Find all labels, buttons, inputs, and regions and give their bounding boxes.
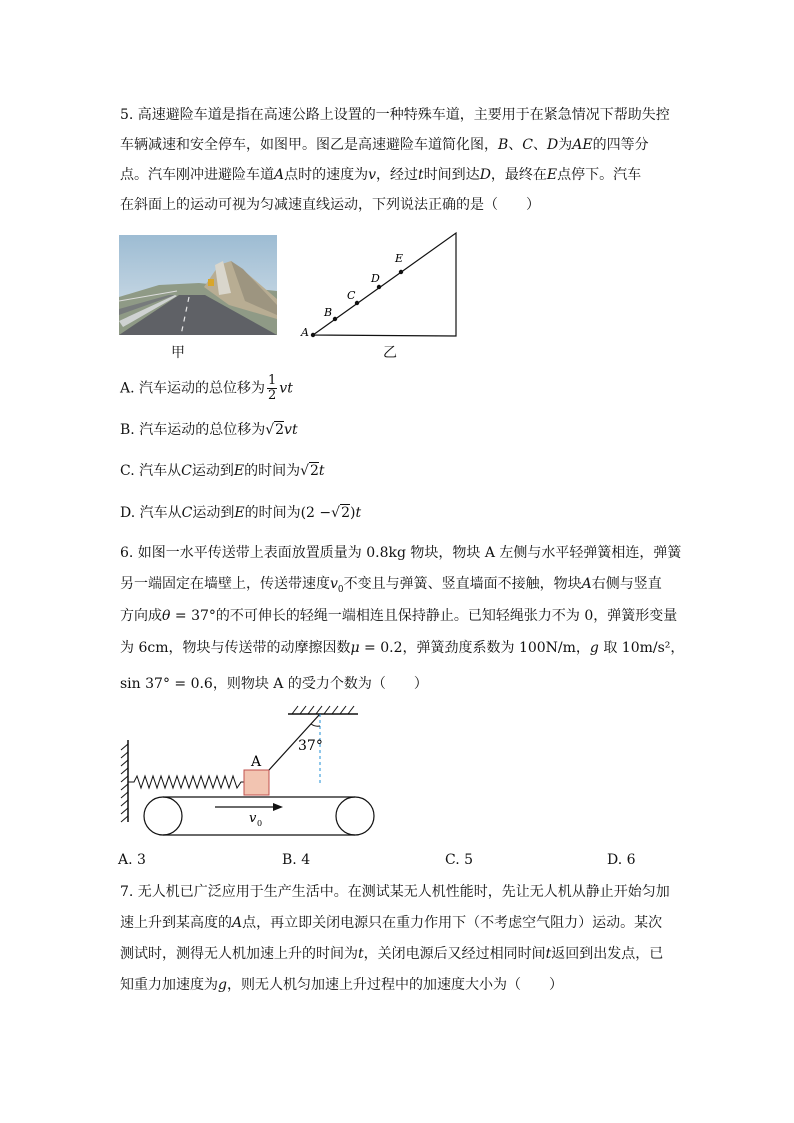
q5-option-d[interactable]: D. 汽车从C运动到E的时间为(2 −√2)t [120,505,362,521]
highway-photo [119,235,277,335]
figure-caption-left: 甲 [171,345,185,361]
q7-line4: 知重力加速度为g，则无人机匀加速上升过程中的加速度大小为（ ） [120,977,563,993]
point-label-c: C [347,289,356,302]
q6-option-d[interactable]: D. 6 [607,852,636,868]
ramp-diagram [298,228,463,343]
q7-line1: 7. 无人机已广泛应用于生产生活中。在测试某无人机性能时，先让无人机从静止开始匀加 [120,884,670,900]
q6-option-b[interactable]: B. 4 [282,852,311,868]
conveyor-diagram [118,700,388,840]
angle-label: 37° [298,738,323,754]
q7-line2: 速上升到某高度的A点，再立即关闭电源只在重力作用下（不考虑空气阻力）运动。某次 [120,915,663,931]
block-label: A [251,754,262,770]
velocity-label: v [249,811,257,826]
point-label-d: D [371,272,380,285]
q5-line3: 点。汽车刚冲进避险车道A点时的速度为v，经过t时间到达D，最终在E点停下。汽车 [120,167,642,183]
velocity-subscript: 0 [257,819,263,828]
q6-line3: 方向成θ = 37°的不可伸长的轻绳一端相连且保持静止。已知轻绳张力不为 0，弹簧形变量 [120,608,678,624]
q5-line1: 5. 高速避险车道是指在高速公路上设置的一种特殊车道，主要用于在紧急情况下帮助失控 [120,107,670,123]
point-label-b: B [324,306,333,319]
q5-line4: 在斜面上的运动可视为匀减速直线运动，下列说法正确的是（ ） [120,197,540,213]
point-label-a: A [301,326,309,339]
q5-option-c[interactable]: C. 汽车从C运动到E的时间为√2t [120,463,325,479]
q5-option-a[interactable]: A. 汽车运动的总位移为 $\frac{1}{2}$ vt [120,373,293,403]
q5-option-b[interactable]: B. 汽车运动的总位移为√2vt [120,422,298,438]
figure-caption-right: 乙 [383,345,397,361]
q6-line4: 为 6cm，物块与传送带的动摩擦因数μ = 0.2，弹簧劲度系数为 100N/m，g 取 10m/s²， [120,640,685,656]
q6-line2: 另一端固定在墙壁上，传送带速度$v_0$不变且与弹簧、竖直墙面不接触，物块A右侧与竖直 [120,576,662,595]
point-label-e: E [395,252,404,265]
q5-line2: 车辆减速和安全停车，如图甲。图乙是高速避险车道简化图，B、C、D为AE的四等分 [120,137,649,153]
q7-line3: 测试时，测得无人机加速上升的时间为t，关闭电源后又经过相同时间t返回到出发点，已 [120,946,664,962]
q6-option-a[interactable]: A. 3 [118,852,146,868]
q6-line1: 6. 如图一水平传送带上表面放置质量为 0.8kg 物块，物块 A 左侧与水平轻弹簧相连，弹簧 [120,545,682,561]
q6-option-c[interactable]: C. 5 [445,852,474,868]
q6-line5: sin 37° = 0.6，则物块 A 的受力个数为（ ） [120,676,428,692]
